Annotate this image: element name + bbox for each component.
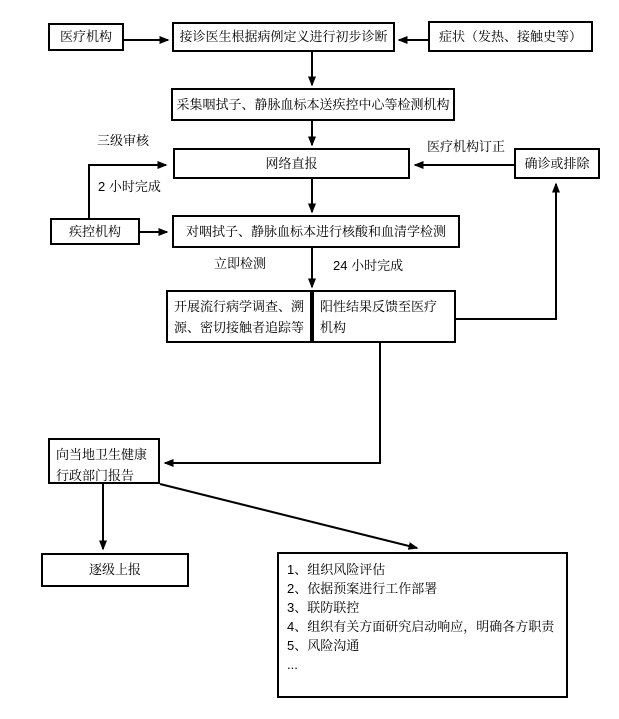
node-report-to-health-admin: 向当地卫生健康行政部门报告 — [48, 438, 160, 484]
node-lab-testing: 对咽拭子、静脉血标本进行核酸和血清学检测 — [172, 215, 460, 248]
node-positive-feedback: 阳性结果反馈至医疗机构 — [312, 290, 456, 343]
node-medical-institution: 医疗机构 — [48, 23, 124, 51]
node-preliminary-diagnosis: 接诊医生根据病例定义进行初步诊断 — [172, 22, 395, 52]
node-symptoms: 症状（发热、接触史等） — [428, 21, 593, 52]
edge-label-immediate-testing: 立即检测 — [214, 256, 267, 271]
response-item-2: 2、依据预案进行工作部署 — [287, 581, 438, 596]
response-item-5: 5、风险沟通 — [287, 638, 360, 653]
response-item-3: 3、联防联控 — [287, 600, 360, 615]
node-epi-investigation: 开展流行病学调查、溯源、密切接触者追踪等 — [166, 290, 312, 343]
node-network-report: 网络直报 — [173, 148, 410, 179]
node-cdc-institution: 疾控机构 — [50, 218, 140, 245]
node-response-measures — [277, 552, 568, 698]
response-item-1: 1、组织风险评估 — [287, 562, 386, 577]
edge-label-two-hours-complete: 2 小时完成 — [98, 179, 161, 194]
node-level-by-level-report: 逐级上报 — [41, 553, 189, 587]
node-confirm-or-exclude: 确诊或排除 — [514, 148, 600, 179]
response-item-4: 4、组织有关方面研究启动响应，明确各方职责 — [287, 619, 555, 634]
node-collect-samples: 采集咽拭子、静脉血标本送疾控中心等检测机构 — [171, 88, 455, 121]
response-item-ellipsis: ... — [287, 657, 298, 672]
edge-label-three-level-review: 三级审核 — [97, 133, 150, 148]
arrow-feedback-to-confirm — [456, 184, 556, 319]
edge-label-medical-correction: 医疗机构订正 — [427, 139, 506, 154]
edge-label-twenty-four-hours: 24 小时完成 — [333, 258, 404, 273]
arrow-healthadmin-to-response — [160, 484, 417, 548]
arrow-feedback-to-healthadmin — [165, 343, 380, 463]
